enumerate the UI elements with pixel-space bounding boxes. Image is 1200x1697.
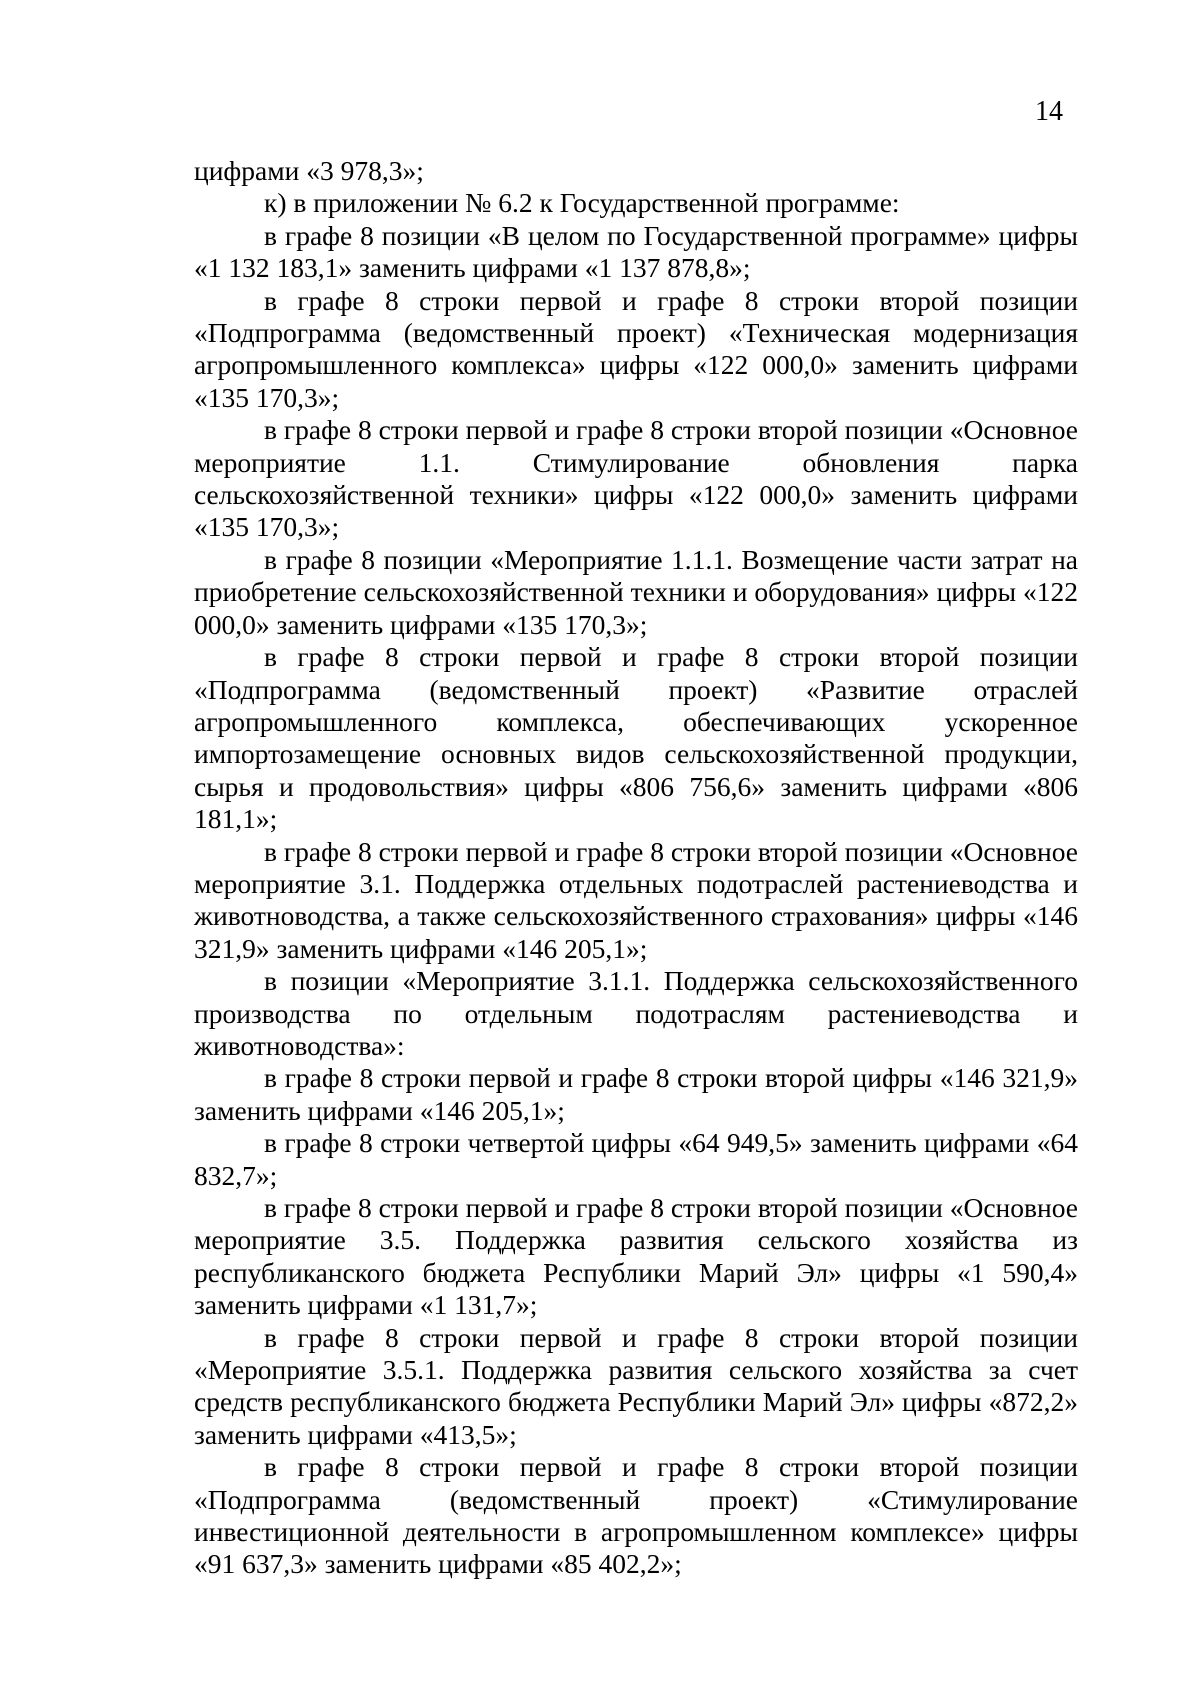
paragraph: в позиции «Мероприятие 3.1.1. Поддержка сельскохозяйственного производства по отдельным подотраслям растениеводства и животноводства»: (194, 965, 1078, 1061)
paragraph: в графе 8 строки четвертой цифры «64 949,5» заменить цифрами «64 832,7»; (194, 1127, 1078, 1191)
paragraph: цифрами «3 978,3»; (194, 155, 424, 186)
paragraph: в графе 8 строки первой и графе 8 строки второй позиции «Основное мероприятие 3.5. Поддержка развития сельского хозяйства из республиканского бюджета Республики Марий Эл» цифры «1 590,4» заменить цифрами «1 131,7»; (194, 1192, 1078, 1321)
paragraph: в графе 8 строки первой и графе 8 строки второй позиции «Основное мероприятие 1.1. Стимулирование обновления парка сельскохозяйственной техники» цифры «122 000,0» заменить цифрами «135 170,3»; (194, 414, 1078, 543)
document-body (194, 155, 1078, 1581)
paragraph: в графе 8 строки первой и графе 8 строки второй позиции «Подпрограмма (ведомственный проект) «Техническая модернизация агропромышленного комплекса» цифры «122 000,0» заменить цифрами «135 170,3»; (194, 284, 1078, 413)
paragraph: в графе 8 строки первой и графе 8 строки второй позиции «Подпрограмма (ведомственный проект) «Стимулирование инвестиционной деятельности в агропромышленном комплексе» цифры «91 637,3» заменить цифрами «85 402,2»; (194, 1451, 1078, 1580)
paragraph: в графе 8 строки первой и графе 8 строки второй позиции «Подпрограмма (ведомственный проект) «Развитие отраслей агропромышленного комплекса, обеспечивающих ускоренное импортозамещение основных видов сельскохозяйственной продукции, сырья и продовольствия» цифры «806 756,6» заменить цифрами «806 181,1»; (194, 641, 1078, 835)
paragraph: в графе 8 позиции «Мероприятие 1.1.1. Возмещение части затрат на приобретение сельскохозяйственной техники и оборудования» цифры «122 000,0» заменить цифрами «135 170,3»; (194, 543, 1078, 640)
paragraph: к) в приложении № 6.2 к Государственной программе: (264, 187, 900, 219)
paragraph: в графе 8 строки первой и графе 8 строки второй позиции «Основное мероприятие 3.1. Поддержка отдельных подотраслей растениеводства и животноводства, а также сельскохозяйственного страхования» цифры «146 321,9» заменить цифрами «146 205,1»; (194, 835, 1078, 964)
paragraph: в графе 8 строки первой и графе 8 строки второй цифры «146 321,9» заменить цифрами «146 205,1»; (194, 1062, 1078, 1126)
page-number: 14 (1035, 96, 1063, 127)
paragraph: в графе 8 позиции «В целом по Государственной программе» цифры «1 132 183,1» заменить цифрами «1 137 878,8»; (194, 219, 1078, 284)
paragraph: в графе 8 строки первой и графе 8 строки второй позиции «Мероприятие 3.5.1. Поддержка развития сельского хозяйства за счет средств республиканского бюджета Республики Марий Эл» цифры «872,2» заменить цифрами «413,5»; (194, 1321, 1078, 1450)
